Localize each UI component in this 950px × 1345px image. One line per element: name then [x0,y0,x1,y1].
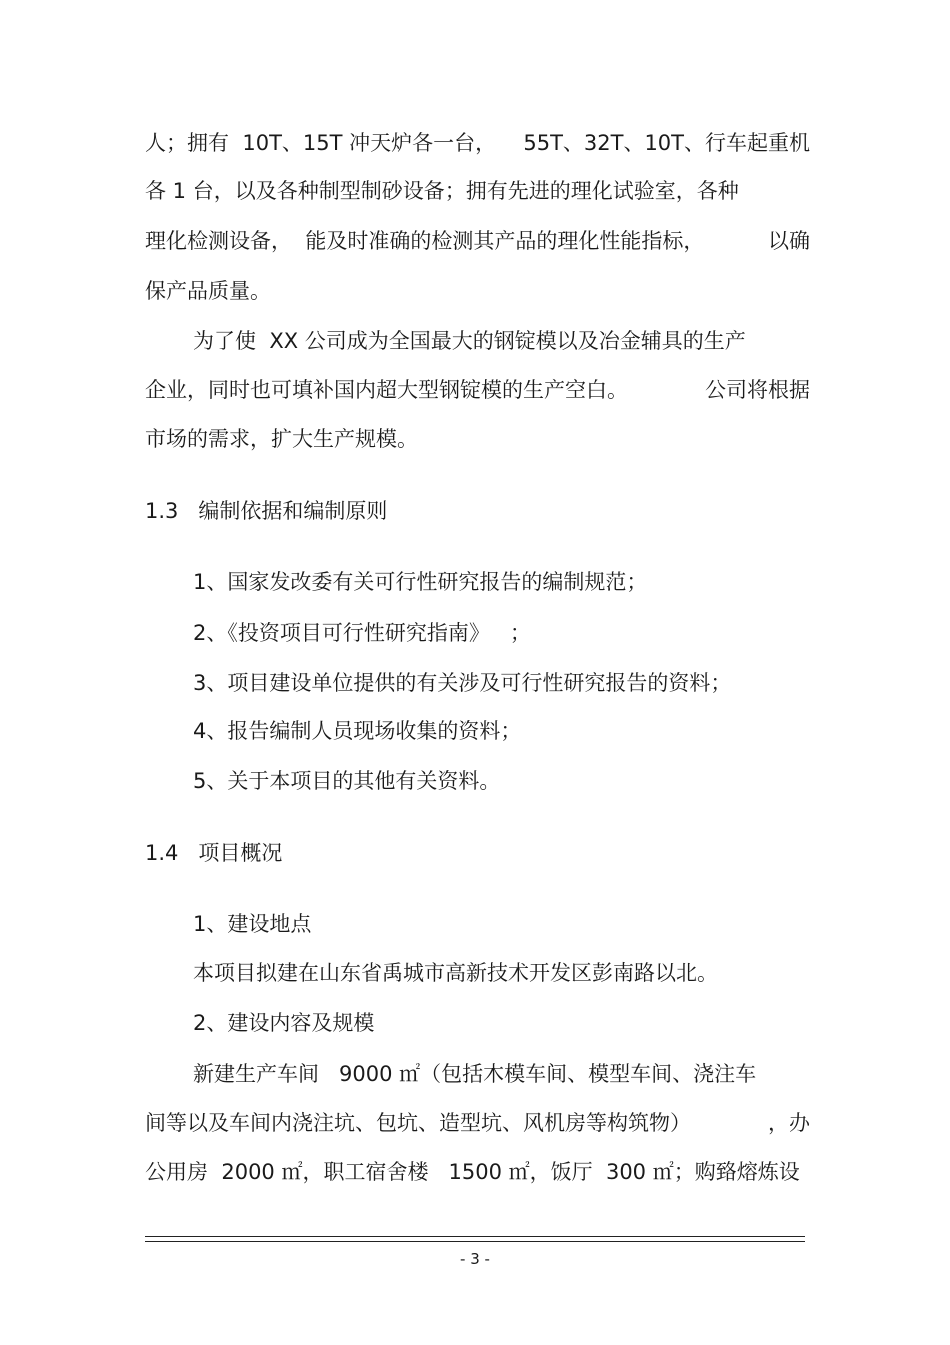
section-1-3-item-5: 5、关于本项目的其他有关资料。 [193,769,501,793]
para2-line2-part-b: 公司将根据 [705,378,810,402]
page-number: - 3 - [460,1250,490,1268]
section-1-4-sub2-line2-part-b: ，办 [768,1111,810,1135]
para1-line4: 保产品质量。 [145,279,271,303]
section-1-4-heading: 1.4 项目概况 [145,841,283,865]
section-1-3-item-3: 3、项目建设单位提供的有关涉及可行性研究报告的资料； [193,671,732,695]
para1-line3-part-a: 理化检测设备， 能及时准确的检测其产品的理化性能指标， [145,229,705,253]
section-1-4-sub1-title: 1、建设地点 [193,912,312,936]
para2-line1: 为了使 XX 公司成为全国最大的钢锭模以及冶金辅具的生产 [193,329,746,353]
section-1-4-sub2-line1: 新建生产车间 9000 ㎡（包括木模车间、模型车间、浇注车 [193,1062,757,1086]
section-1-3-item-2: 2、《投资项目可行性研究指南》 ； [193,621,531,645]
para1-line3 [145,226,810,256]
section-1-4-sub1-text: 本项目拟建在山东省禹城市高新技术开发区彭南路以北。 [193,961,718,985]
para2-line2-part-a: 企业，同时也可填补国内超大型钢锭模的生产空白。 [145,378,628,402]
section-1-3-item-4: 4、报告编制人员现场收集的资料； [193,719,522,743]
para1-line1-part-b: 55T、32T、10T、行车起重机 [523,131,810,155]
footer-rule-bottom [145,1241,805,1242]
footer-rule-top [145,1236,805,1237]
section-1-4-sub2-line2-part-a: 间等以及车间内浇注坑、包坑、造型坑、风机房等构筑物） [145,1111,691,1135]
para1-line1-part-a: 人；拥有 10T、15T 冲天炉各一台， [145,131,497,155]
para2-line2 [145,375,810,405]
section-1-3-item-1: 1、国家发改委有关可行性研究报告的编制规范； [193,570,648,594]
section-1-4-sub2-title: 2、建设内容及规模 [193,1011,375,1035]
section-1-4-sub2-line3: 公用房 2000 ㎡，职工宿舍楼 1500 ㎡，饭厅 300 ㎡；购臵熔炼设 [145,1160,800,1184]
para1-line2: 各 1 台，以及各种制型制砂设备；拥有先进的理化试验室，各种 [145,179,739,203]
para1-line3-part-b: 以确 [768,229,810,253]
section-1-3-heading: 1.3 编制依据和编制原则 [145,499,388,523]
section-1-4-sub2-line2 [145,1108,810,1138]
para1-line1 [145,128,810,158]
para2-line3: 市场的需求，扩大生产规模。 [145,427,418,451]
